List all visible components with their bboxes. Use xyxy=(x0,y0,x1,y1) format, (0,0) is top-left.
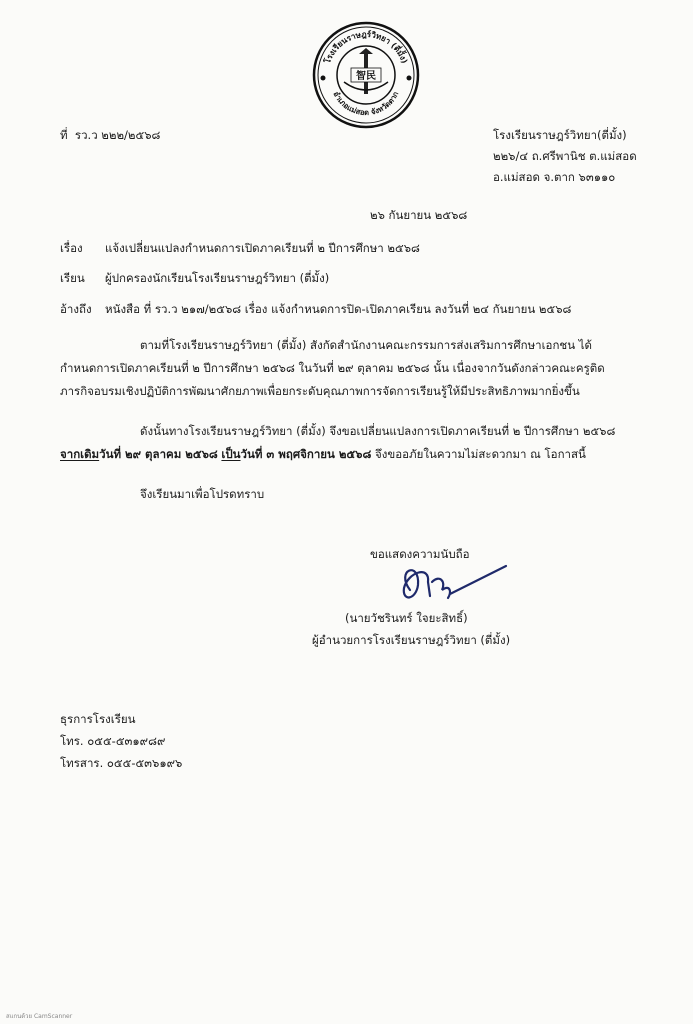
regards-text: ขอแสดงความนับถือ xyxy=(370,547,470,561)
doc-number-value: รว.ว ๒๒๒/๒๕๖๘ xyxy=(74,128,161,142)
contact-fax: โทรสาร. ๐๕๕-๕๓๖๑๙๖ xyxy=(60,756,183,770)
paragraph-2-line-2 xyxy=(60,446,586,463)
subject-label: เรื่อง xyxy=(60,241,83,255)
contact-phone: โทร. ๐๕๕-๕๓๑๙๘๙ xyxy=(60,734,166,748)
school-seal-logo xyxy=(311,20,421,130)
reference-label: อ้างถึง xyxy=(60,302,92,316)
from-date: วันที่ ๒๙ ตุลาคม ๒๕๖๘ xyxy=(99,447,218,461)
to-label: เป็น xyxy=(221,447,241,461)
closing-line: จึงเรียนมาเพื่อโปรดทราบ xyxy=(140,487,265,501)
to-date: วันที่ ๓ พฤศจิกายน ๒๕๖๘ xyxy=(240,447,372,461)
signer-position: ผู้อำนวยการโรงเรียนราษฎร์วิทยา (ตี่มั้ง) xyxy=(312,633,511,647)
school-name: โรงเรียนราษฎร์วิทยา(ตี่มั้ง) xyxy=(493,128,627,142)
paragraph-1-line-3: ภารกิจอบรมเชิงปฏิบัติการพัฒนาศักยภาพเพื่อยกระดับคุณภาพการจัดการเรียนรู้ให้มีประสิทธิภาพมากยิ่งขึ้น xyxy=(60,384,580,398)
doc-number-label: ที่ xyxy=(60,128,68,142)
subject-text: แจ้งเปลี่ยนแปลงกำหนดการเปิดภาคเรียนที่ ๒ ปีการศึกษา ๒๕๖๘ xyxy=(105,241,420,255)
school-address-line-1: ๒๒๖/๔ ถ.ศรีพานิช ต.แม่สอด xyxy=(493,149,637,163)
recipient-text: ผู้ปกครองนักเรียนโรงเรียนราษฎร์วิทยา (ตี่มั้ง) xyxy=(105,271,330,285)
letter-date: ๒๖ กันยายน ๒๕๖๘ xyxy=(370,208,468,222)
seal-center-text: 智民 xyxy=(356,71,376,82)
signer-name: (นายวัชรินทร์ ใจยะสิทธิ์) xyxy=(345,611,468,625)
paragraph-2-line-1: ดังนั้นทางโรงเรียนราษฎร์วิทยา (ตี่มั้ง) จึงขอเปลี่ยนแปลงการเปิดภาคเรียนที่ ๒ ปีการศึกษา ๒๕๖๘ xyxy=(140,424,616,438)
doc-number xyxy=(60,127,160,143)
handwritten-signature xyxy=(390,560,510,610)
scanner-watermark: สแกนด้วย CamScanner xyxy=(6,1013,73,1020)
school-address-line-2: อ.แม่สอด จ.ตาก ๖๓๑๑๐ xyxy=(493,170,616,184)
apology-text: จึงขออภัยในความไม่สะดวกมา ณ โอกาสนี้ xyxy=(375,447,586,461)
seal-top-text: โรงเรียนราษฎร์วิทยา (ตี่มั้ง) xyxy=(322,29,410,65)
paragraph-1-line-1: ตามที่โรงเรียนราษฎร์วิทยา (ตี่มั้ง) สังกัดสำนักงานคณะกรรมการส่งเสริมการศึกษาเอกชน ได้ xyxy=(140,338,593,352)
reference-text: หนังสือ ที่ รว.ว ๒๑๗/๒๕๖๘ เรื่อง แจ้งกำหนดการปิด-เปิดภาคเรียน ลงวันที่ ๒๔ กันยายน ๒๕๖๘ xyxy=(105,302,572,316)
from-label: จากเดิม xyxy=(60,447,100,461)
contact-department: ธุรการโรงเรียน xyxy=(60,712,136,726)
paragraph-1-line-2: กำหนดการเปิดภาคเรียนที่ ๒ ปีการศึกษา ๒๕๖๘ ในวันที่ ๒๙ ตุลาคม ๒๕๖๘ นั้น เนื่องจากวันดังกล่าวคณะครูติด xyxy=(60,361,605,375)
recipient-label: เรียน xyxy=(60,271,85,285)
seal-bottom-text: อำเภอแม่สอด จังหวัดตาก xyxy=(331,89,401,118)
